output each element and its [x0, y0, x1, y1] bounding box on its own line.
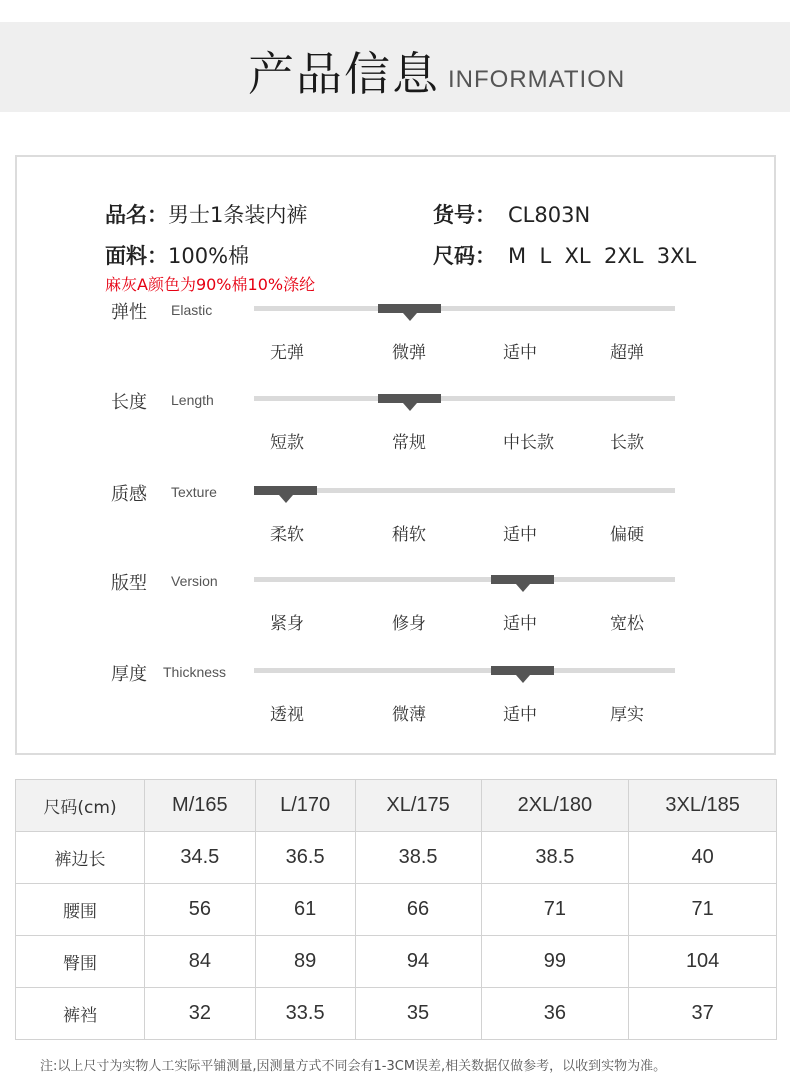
- row-label: 腰围: [16, 884, 145, 936]
- attribute-english-label: Length: [171, 392, 214, 408]
- attribute-label: 质感: [111, 484, 147, 505]
- fabric-label: 面料：: [105, 244, 168, 268]
- marker-pointer-icon: [403, 403, 417, 411]
- table-cell: 34.5: [145, 832, 256, 884]
- attribute-option: 中长款: [503, 433, 554, 453]
- attribute-english-label: Texture: [171, 484, 217, 500]
- table-cell: 71: [481, 884, 629, 936]
- product-name-row: [105, 199, 307, 229]
- size-table-header: [16, 780, 777, 832]
- attribute-scale-track: [254, 668, 675, 673]
- item-number-row: [433, 199, 590, 229]
- fabric-value: 100%棉: [168, 244, 250, 268]
- table-cell: 94: [355, 936, 481, 988]
- table-cell: 36: [481, 988, 629, 1040]
- attribute-scale-marker: [491, 575, 554, 584]
- attribute-option: 超弹: [610, 343, 644, 363]
- attribute-scale-marker: [378, 304, 441, 313]
- attribute-option: 修身: [392, 614, 426, 634]
- attribute-option: 紧身: [270, 614, 304, 634]
- table-cell: 99: [481, 936, 629, 988]
- color-fabric-note: 麻灰A颜色为90%棉10%涤纶: [105, 275, 316, 294]
- table-cell: 84: [145, 936, 256, 988]
- attribute-option: 长款: [610, 433, 644, 453]
- table-cell: 38.5: [355, 832, 481, 884]
- attribute-option: 偏硬: [610, 525, 644, 545]
- size-column-header: L/170: [255, 780, 355, 832]
- attribute-option: 稍软: [392, 525, 426, 545]
- attribute-scale-marker: [491, 666, 554, 675]
- table-row: [16, 988, 777, 1040]
- attribute-scale-track: [254, 396, 675, 401]
- marker-pointer-icon: [279, 495, 293, 503]
- measurement-footnote: 注:以上尺寸为实物人工实际平铺测量,因测量方式不同会有1-3CM误差,相关数据仅做参考，以收到实物为准。: [40, 1059, 667, 1074]
- table-cell: 37: [629, 988, 777, 1040]
- section-subtitle: INFORMATION: [448, 66, 626, 93]
- table-cell: 33.5: [255, 988, 355, 1040]
- attribute-label: 弹性: [111, 302, 147, 323]
- size-column-header: M/165: [145, 780, 256, 832]
- attribute-option: 厚实: [610, 705, 644, 725]
- size-row: [433, 240, 696, 270]
- product-name-value: 男士1条装内裤: [168, 203, 308, 227]
- attribute-option: 微薄: [392, 705, 426, 725]
- item-number-label: 货号：: [433, 203, 496, 227]
- table-cell: 66: [355, 884, 481, 936]
- attribute-option: 柔软: [270, 525, 304, 545]
- attribute-label: 版型: [111, 573, 147, 594]
- row-label: 裤边长: [16, 832, 145, 884]
- marker-pointer-icon: [403, 313, 417, 321]
- attribute-label: 长度: [111, 392, 147, 413]
- attribute-label: 厚度: [111, 664, 147, 685]
- attribute-option: 适中: [503, 343, 537, 363]
- attribute-english-label: Elastic: [171, 302, 213, 318]
- item-number-value: CL803N: [508, 203, 591, 227]
- attribute-option: 适中: [503, 705, 537, 725]
- attribute-scale-marker: [378, 394, 441, 403]
- attribute-scale-track: [254, 488, 675, 493]
- table-cell: 56: [145, 884, 256, 936]
- table-cell: 61: [255, 884, 355, 936]
- attribute-scale-track: [254, 306, 675, 311]
- attribute-option: 宽松: [610, 614, 644, 634]
- table-cell: 71: [629, 884, 777, 936]
- table-cell: 32: [145, 988, 256, 1040]
- attribute-option: 短款: [270, 433, 304, 453]
- attribute-english-label: Version: [171, 573, 218, 589]
- marker-pointer-icon: [516, 584, 530, 592]
- table-cell: 38.5: [481, 832, 629, 884]
- attribute-option: 微弹: [392, 343, 426, 363]
- attribute-option: 适中: [503, 525, 537, 545]
- table-row: [16, 884, 777, 936]
- table-row: [16, 832, 777, 884]
- marker-pointer-icon: [516, 675, 530, 683]
- attribute-scale-track: [254, 577, 675, 582]
- attribute-scale-marker: [254, 486, 317, 495]
- row-label: 臀围: [16, 936, 145, 988]
- product-name-label: 品名：: [105, 203, 168, 227]
- table-cell: 89: [255, 936, 355, 988]
- fabric-row: [105, 240, 249, 270]
- attribute-option: 适中: [503, 614, 537, 634]
- table-row: [16, 936, 777, 988]
- size-table-corner: 尺码(cm): [16, 780, 145, 832]
- table-cell: 36.5: [255, 832, 355, 884]
- attribute-option: 无弹: [270, 343, 304, 363]
- size-column-header: 3XL/185: [629, 780, 777, 832]
- size-table: [15, 779, 777, 1040]
- attribute-english-label: Thickness: [163, 664, 227, 680]
- table-cell: 40: [629, 832, 777, 884]
- table-cell: 104: [629, 936, 777, 988]
- attribute-option: 透视: [270, 705, 304, 725]
- section-title: 产品信息: [248, 47, 440, 101]
- row-label: 裤裆: [16, 988, 145, 1040]
- table-cell: 35: [355, 988, 481, 1040]
- attribute-option: 常规: [392, 433, 426, 453]
- size-label: 尺码：: [433, 244, 496, 268]
- size-value: M L XL 2XL 3XL: [508, 244, 697, 268]
- size-column-header: XL/175: [355, 780, 481, 832]
- size-column-header: 2XL/180: [481, 780, 629, 832]
